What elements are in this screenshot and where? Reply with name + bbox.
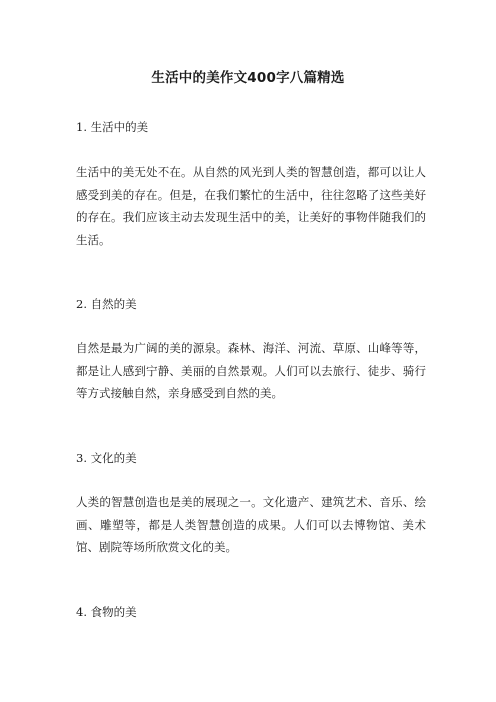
- section-heading-2: 2. 自然的美: [76, 297, 137, 311]
- section-heading-4: 4. 食物的美: [76, 605, 137, 619]
- section-heading-1: 1. 生活中的美: [76, 120, 149, 134]
- section-paragraph-1: 生活中的美无处不在。从自然的风光到人类的智慧创造，都可以让人感受到美的存在。但是，在我们繁忙的生活中，往往忽略了这些美好的存在。我们应该主动去发现生活中的美，让美好的事物伴随我们的生活。: [76, 165, 426, 247]
- section-heading-3: 3. 文化的美: [76, 451, 137, 465]
- section-paragraph-2: 自然是最为广阔的美的源泉。森林、海洋、河流、草原、山峰等等，都是让人感到宁静、美丽的自然景观。人们可以去旅行、徒步、骑行等方式接触自然，亲身感受到自然的美。: [76, 341, 426, 400]
- document-title: 生活中的美作文400字八篇精选: [151, 70, 345, 86]
- section-paragraph-3: 人类的智慧创造也是美的展现之一。文化遗产、建筑艺术、音乐、绘画、雕塑等，都是人类智慧创造的成果。人们可以去博物馆、美术馆、剧院等场所欣赏文化的美。: [76, 495, 426, 554]
